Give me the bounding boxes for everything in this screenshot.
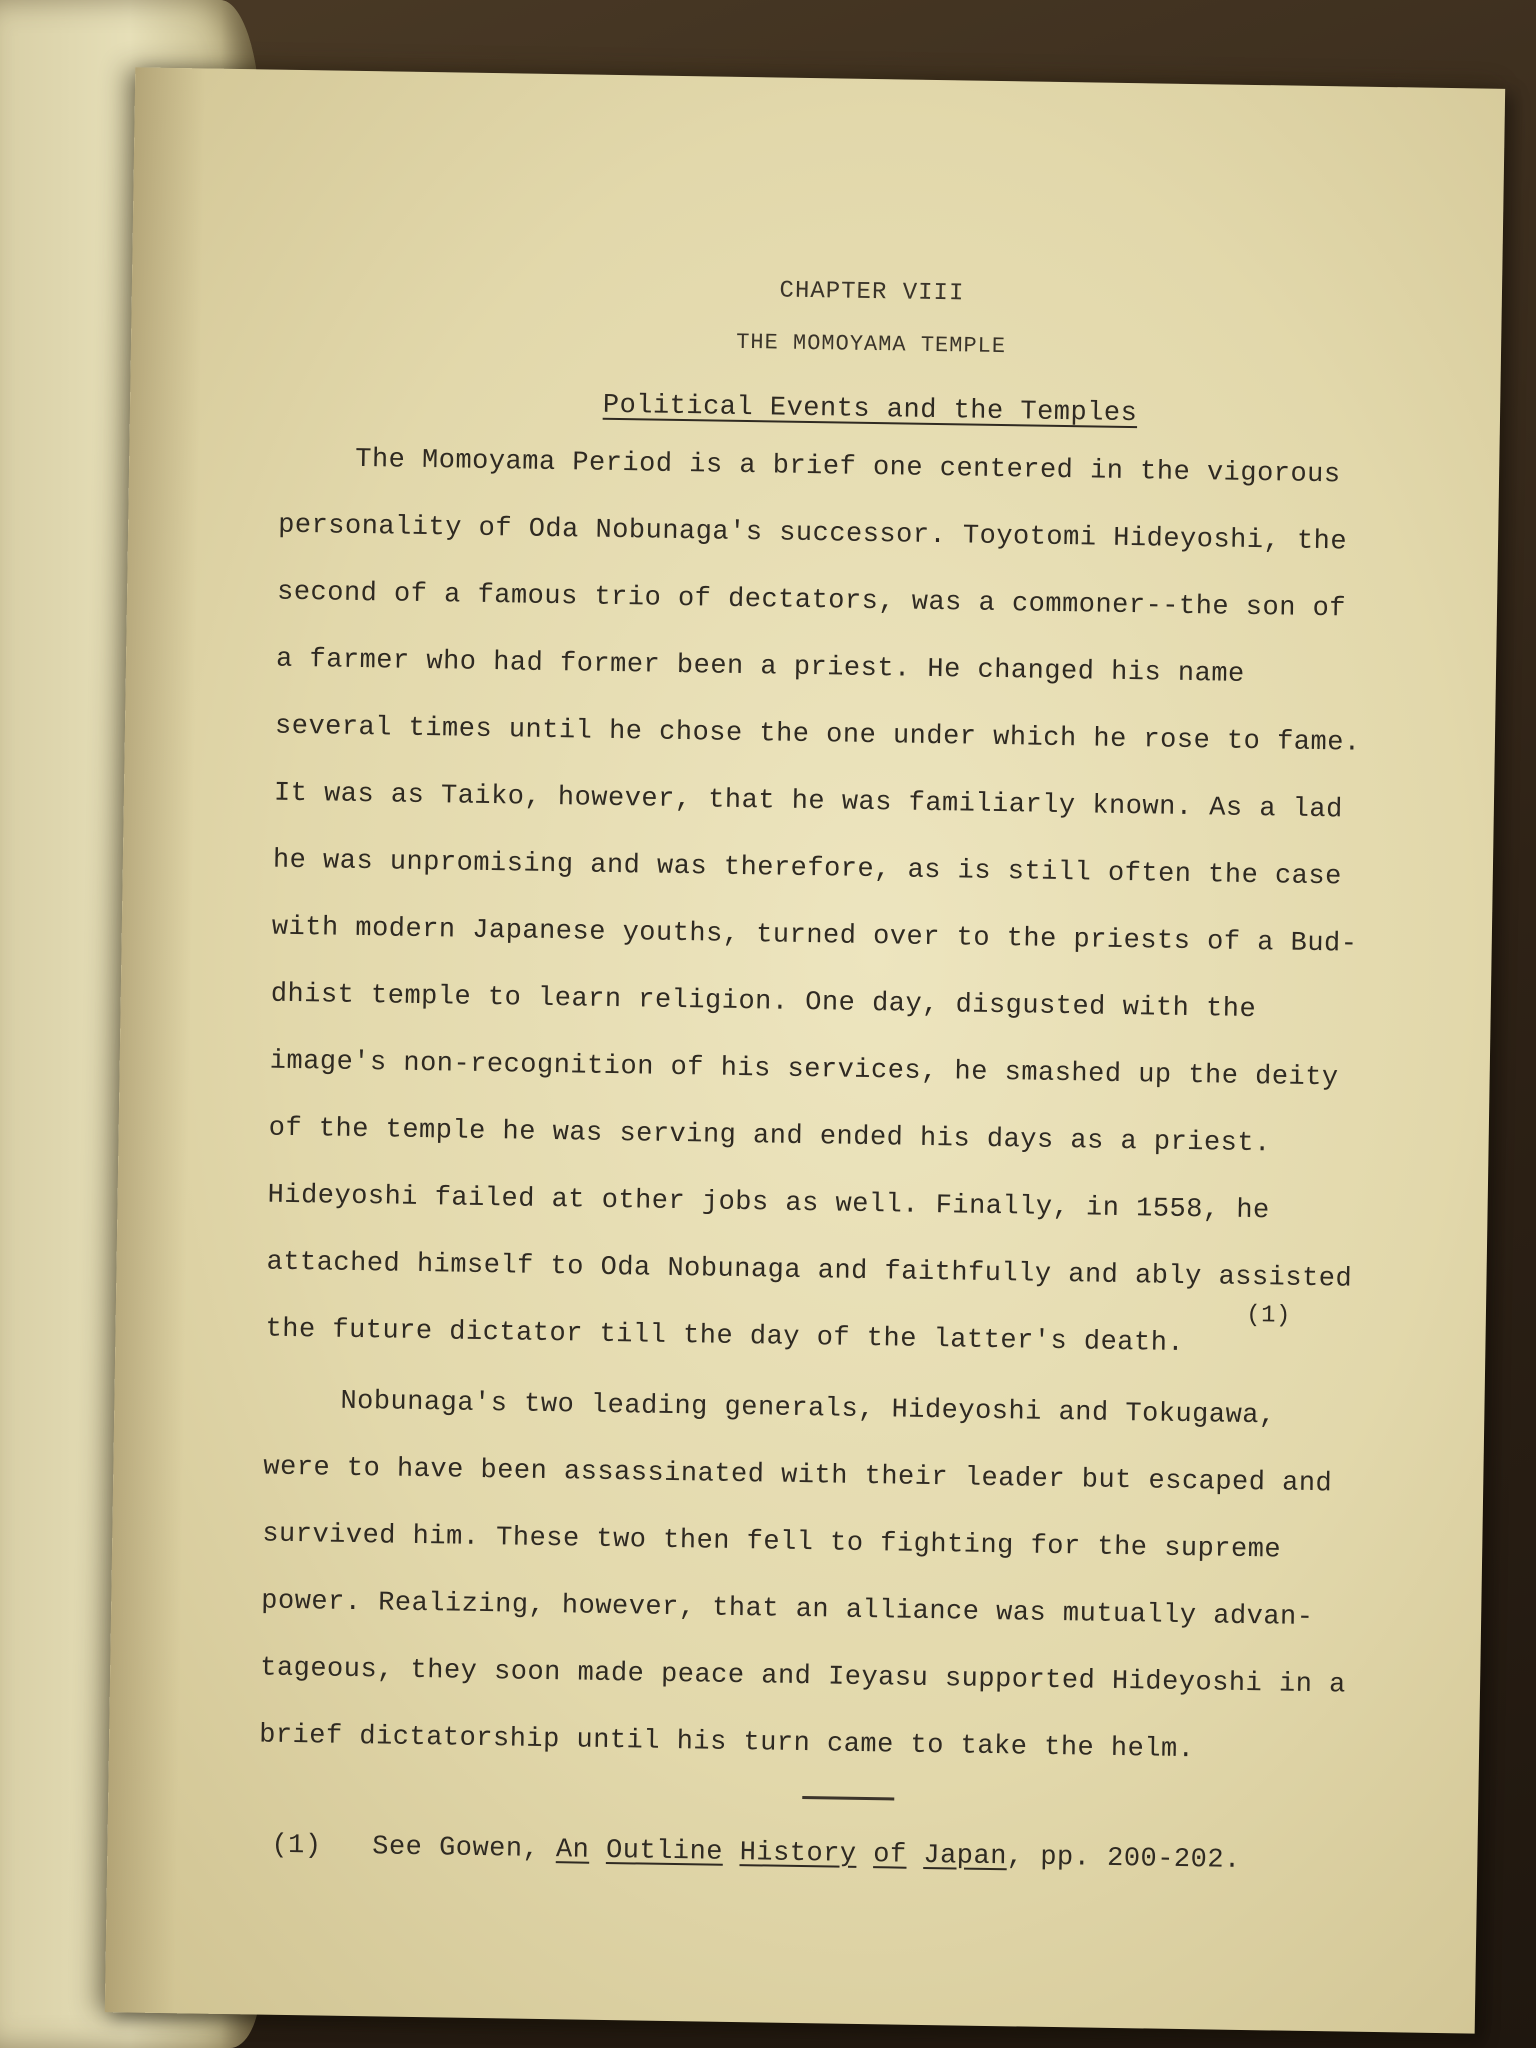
- chapter-number: CHAPTER VIII: [779, 277, 965, 308]
- text-line: tageous, they soon made peace and Ieyasu supported Hideyoshi in a: [259, 1653, 1346, 1701]
- text-line: of the temple he was serving and ended his days as a priest.: [268, 1113, 1271, 1160]
- text-line: second of a famous trio of dectators, was a commoner--the son of: [276, 577, 1347, 625]
- book-title-word: of: [873, 1840, 907, 1871]
- book-title-word: Japan: [923, 1840, 1008, 1873]
- text-line: he was unpromising and was therefore, as is still often the case: [272, 845, 1342, 893]
- text-line: with modern Japanese youths, turned over to the priests of a Bud-: [271, 912, 1358, 960]
- footnote: [257, 1830, 1437, 1879]
- text-line: brief dictatorship until his turn came to take the helm.: [258, 1720, 1195, 1766]
- text-line: several times until he chose the one under which he rose to fame.: [274, 711, 1361, 759]
- text-line: image's non-recognition of his services, he smashed up the deity: [269, 1046, 1339, 1094]
- text-line: It was as Taiko, however, that he was familiarly known. As a lad: [273, 778, 1344, 826]
- footnote-suffix: , pp. 200-202.: [1006, 1842, 1241, 1876]
- text-line: dhist temple to learn religion. One day, disgusted with the: [270, 979, 1257, 1026]
- text-line: attached himself to Oda Nobunaga and faithfully and ably assisted: [266, 1247, 1353, 1295]
- text-line: The Momoyama Period is a brief one centered in the vigorous: [354, 444, 1341, 491]
- book-title-word: An: [555, 1835, 590, 1866]
- text-line: personality of Oda Nobunaga's successor. Toyotomi Hideyoshi, the: [277, 510, 1348, 558]
- book-title-word: History: [739, 1838, 857, 1870]
- footnote-marker: (1): [1245, 1301, 1292, 1330]
- text-line: a farmer who had former been a priest. He changed his name: [275, 644, 1245, 690]
- text-line: the future dictator till the day of the latter's death.: [265, 1314, 1185, 1359]
- footnote-divider: [802, 1796, 894, 1800]
- book-title-word: Outline: [605, 1835, 724, 1868]
- typewritten-page: [105, 67, 1505, 2033]
- text-line: power. Realizing, however, that an alliance was mutually advan-: [261, 1586, 1314, 1634]
- text-line: Hideyoshi failed at other jobs as well. Finally, in 1558, he: [267, 1180, 1270, 1227]
- paragraph-1: [265, 426, 1460, 1382]
- text-line: were to have been assassinated with their leader but escaped and: [263, 1452, 1333, 1500]
- text-line: survived him. These two then fell to fighting for the supreme: [262, 1519, 1282, 1566]
- text-line: Nobunaga's two leading generals, Hideyoshi and Tokugawa,: [340, 1386, 1276, 1432]
- paragraph-2: [259, 1368, 1445, 1788]
- page-content: [257, 270, 1462, 1879]
- footnote-prefix: See Gowen,: [372, 1832, 540, 1865]
- section-heading: Political Events and the Temples: [602, 390, 1138, 430]
- footnote-number: (1): [271, 1830, 322, 1862]
- chapter-title: THE MOMOYAMA TEMPLE: [735, 329, 1007, 360]
